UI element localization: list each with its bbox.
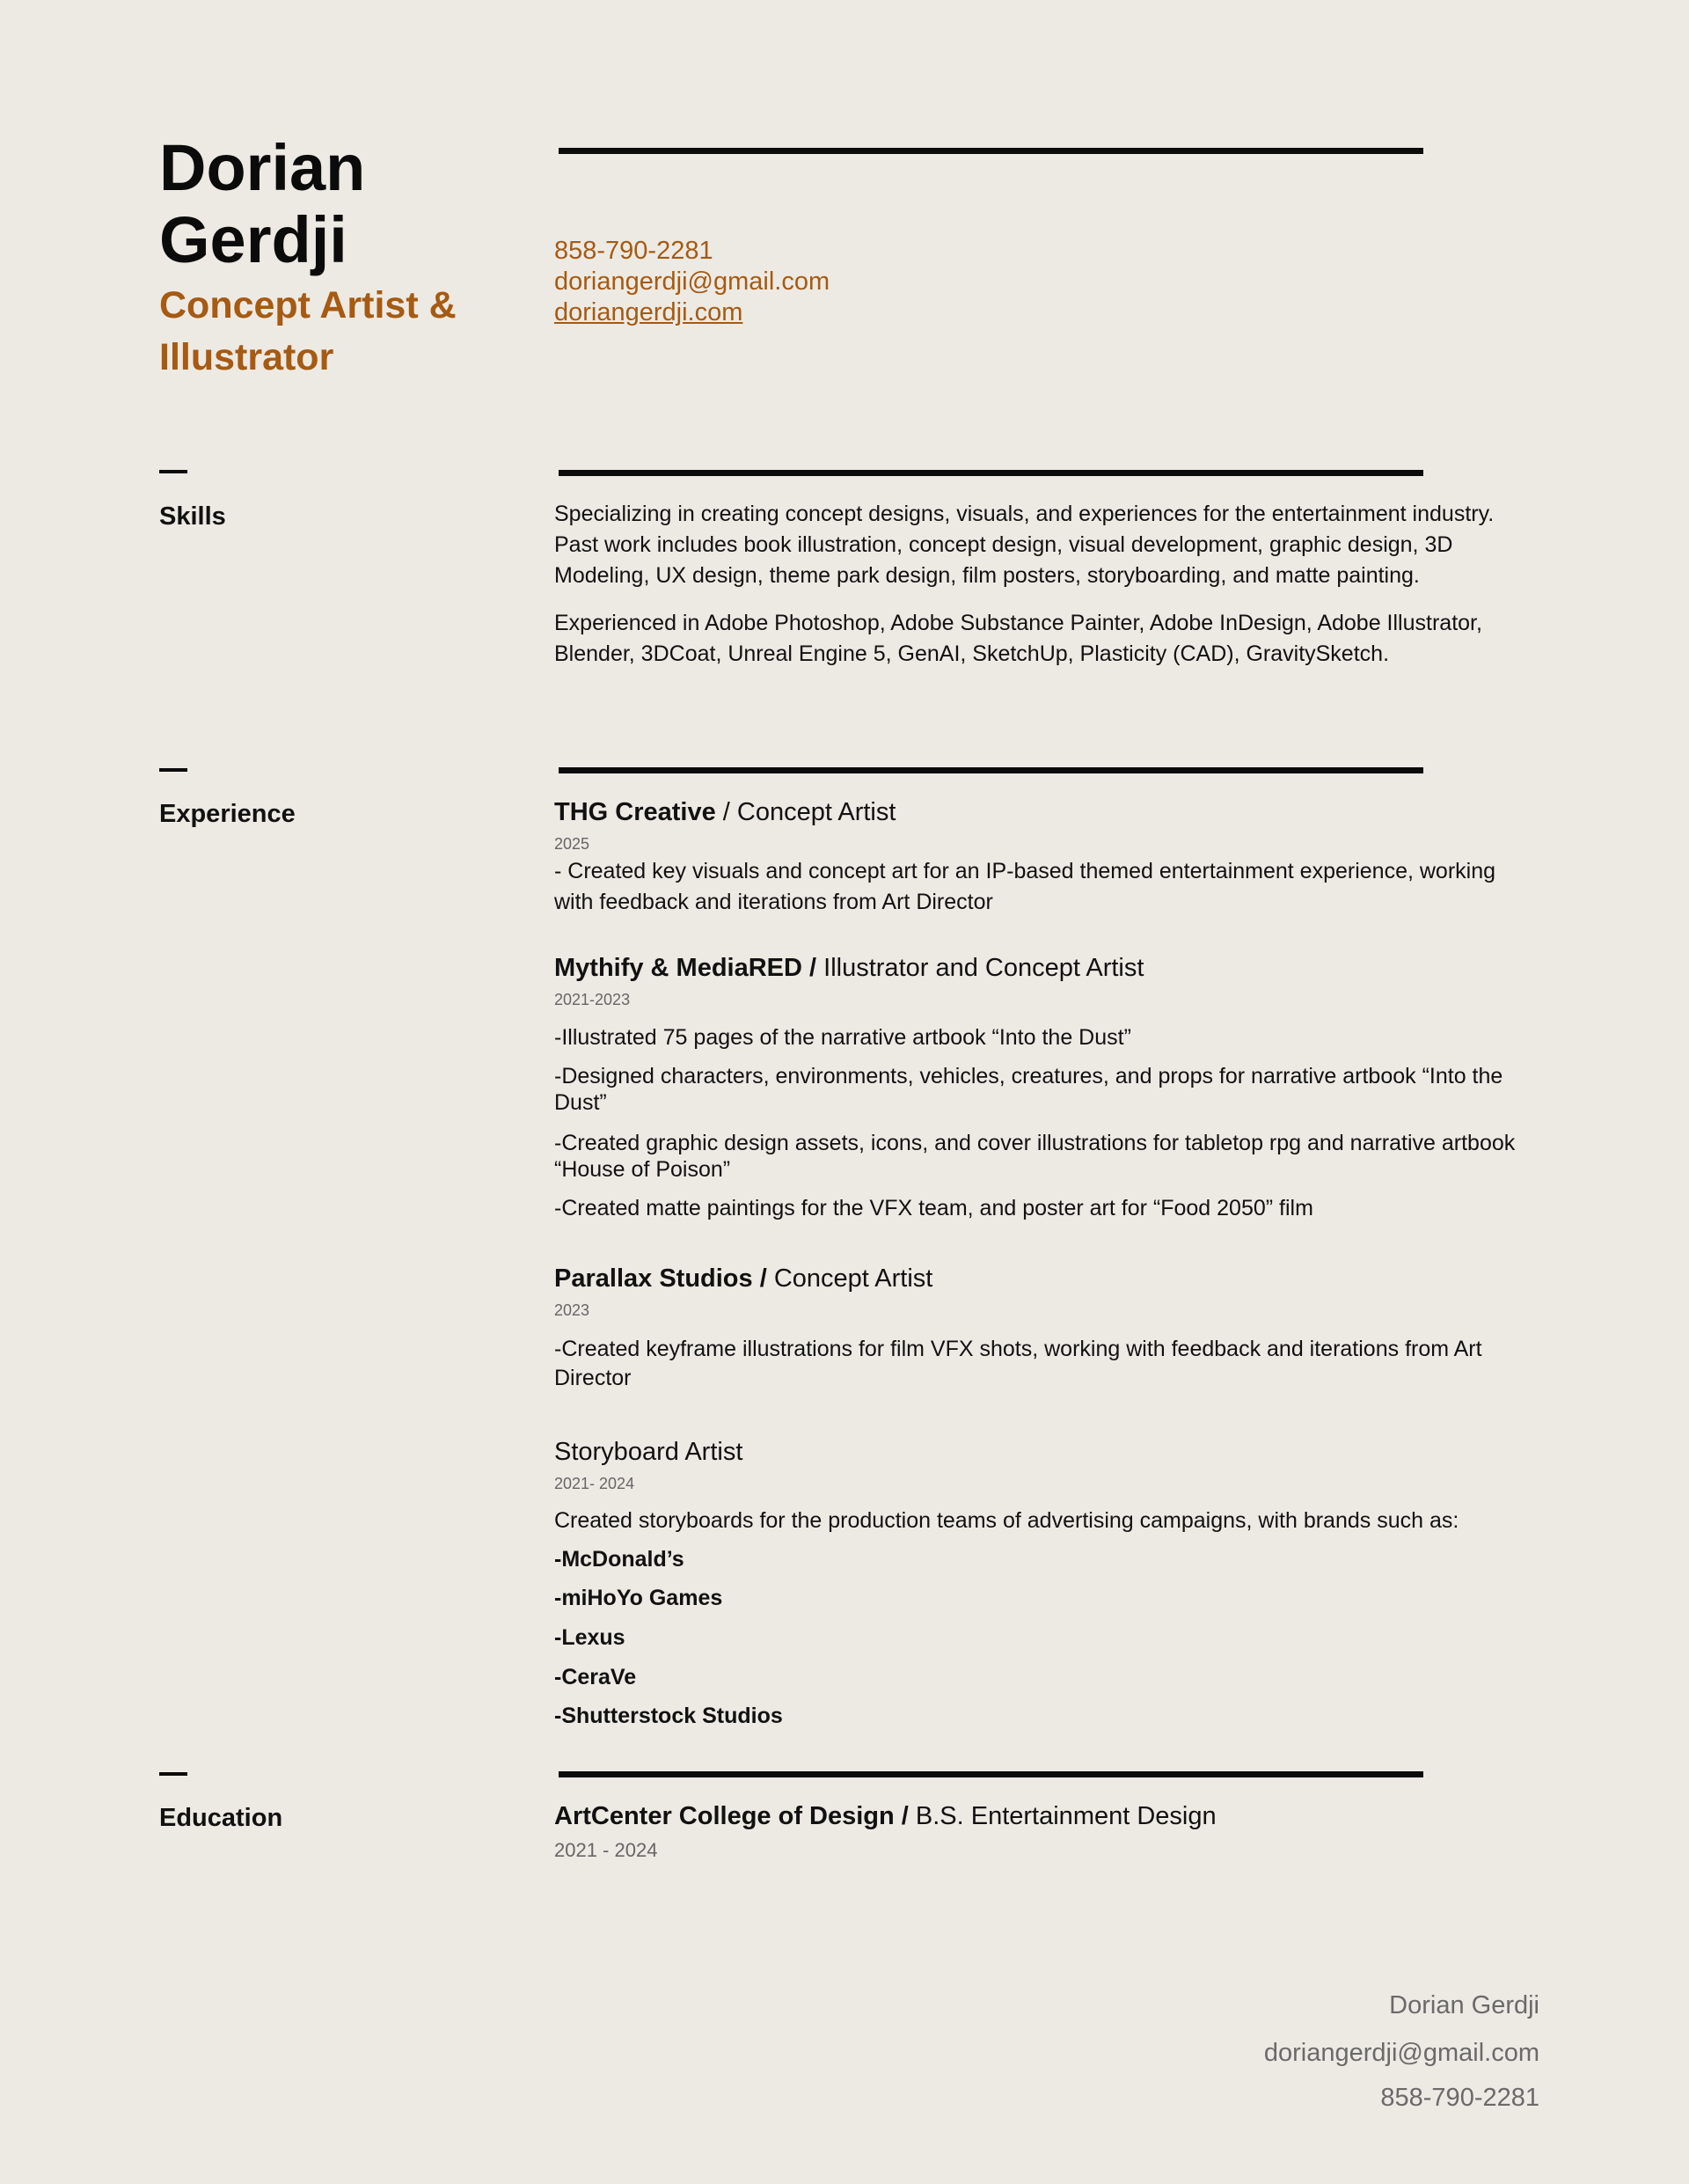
skills-text-2: Experienced in Adobe Photoshop, Adobe Substance Painter, Adobe InDesign, Adobe Illustrator, Blender, 3DCoat, Unreal Engine 5, GenAI, SketchUp, Plasticity (CAD), GravitySketch. xyxy=(554,611,1482,666)
header-rule xyxy=(559,148,1423,154)
education-degree: B.S. Entertainment Design xyxy=(908,1802,1217,1830)
job-role: / Concept Artist xyxy=(715,798,896,826)
experience-label: Experience xyxy=(159,800,296,828)
education-title xyxy=(554,1802,1217,1831)
job-title xyxy=(554,1438,742,1467)
job-company: Mythify & MediaRED / xyxy=(554,954,817,982)
footer-email[interactable]: doriangerdji@gmail.com xyxy=(1263,2039,1539,2067)
contact-phone: 858-790-2281 xyxy=(554,237,713,265)
brand-item: -Shutterstock Studios xyxy=(554,1704,783,1728)
brand-item: -CeraVe xyxy=(554,1665,637,1689)
education-date: 2021 - 2024 xyxy=(554,1839,658,1861)
job-role: Illustrator and Concept Artist xyxy=(816,954,1144,982)
name-line-2: Gerdji xyxy=(159,203,347,276)
title-line-2: Illustrator xyxy=(159,336,334,378)
job-date: 2023 xyxy=(554,1301,590,1319)
footer-phone: 858-790-2281 xyxy=(1380,2084,1539,2112)
skills-rule xyxy=(559,470,1423,476)
resume-name xyxy=(159,132,529,276)
education-dash xyxy=(159,1772,187,1776)
job-company: Parallax Studios / xyxy=(554,1264,767,1293)
name-line-1: Dorian xyxy=(159,131,366,204)
brand-item: -Lexus xyxy=(554,1625,625,1650)
title-line-1: Concept Artist & xyxy=(159,284,457,326)
job-title xyxy=(554,798,896,827)
job-description: -Illustrated 75 pages of the narrative artbook “Into the Dust” xyxy=(554,1025,1131,1050)
job-role: Storyboard Artist xyxy=(554,1438,743,1466)
job-description: - Created key visuals and concept art for an IP-based themed entertainment experience, working with feedback and iterations from Art Director xyxy=(554,859,1496,914)
skills-dash xyxy=(159,470,187,473)
experience-dash xyxy=(159,768,187,772)
skills-label: Skills xyxy=(159,502,226,531)
contact-email[interactable]: doriangerdji@gmail.com xyxy=(554,268,830,296)
job-description: -Designed characters, environments, vehicles, creatures, and props for narrative artbook “Into the Dust” xyxy=(554,1064,1503,1115)
job-description: -Created matte paintings for the VFX team, and poster art for “Food 2050” film xyxy=(554,1196,1313,1220)
skills-paragraph-1 xyxy=(554,499,1531,591)
job-date: 2021- 2024 xyxy=(554,1475,635,1492)
job-company: THG Creative xyxy=(554,798,716,826)
education-rule xyxy=(559,1771,1423,1777)
job-description: -Created graphic design assets, icons, and cover illustrations for tabletop rpg and narrative artbook “House of Poison” xyxy=(554,1131,1516,1182)
brand-item: -McDonald’s xyxy=(554,1547,684,1572)
education-label: Education xyxy=(159,1804,283,1832)
brand-item: -miHoYo Games xyxy=(554,1586,723,1610)
skills-paragraph-2 xyxy=(554,608,1531,670)
education-school: ArtCenter College of Design / xyxy=(554,1802,909,1830)
job-description: Created storyboards for the production teams of advertising campaigns, with brands such as: xyxy=(554,1508,1459,1533)
job-title xyxy=(554,1264,932,1294)
job-title xyxy=(554,954,1144,983)
experience-rule xyxy=(559,767,1423,773)
skills-text-1: Specializing in creating concept designs, visuals, and experiences for the entertainment industry. Past work includes book illustration, concept design, visual development, graphic design, 3D Modeling, UX design, theme park design, film posters, storyboarding, and matte painting. xyxy=(554,502,1495,588)
job-date: 2025 xyxy=(554,835,590,853)
contact-block xyxy=(554,236,830,328)
resume-title xyxy=(159,280,546,384)
contact-website-link[interactable]: doriangerdji.com xyxy=(554,298,743,326)
job-date: 2021-2023 xyxy=(554,991,631,1008)
job-role: Concept Artist xyxy=(766,1264,933,1293)
footer-name: Dorian Gerdji xyxy=(1389,1991,1539,2019)
job-description: -Created keyframe illustrations for film VFX shots, working with feedback and iterations from Art Director xyxy=(554,1337,1482,1390)
